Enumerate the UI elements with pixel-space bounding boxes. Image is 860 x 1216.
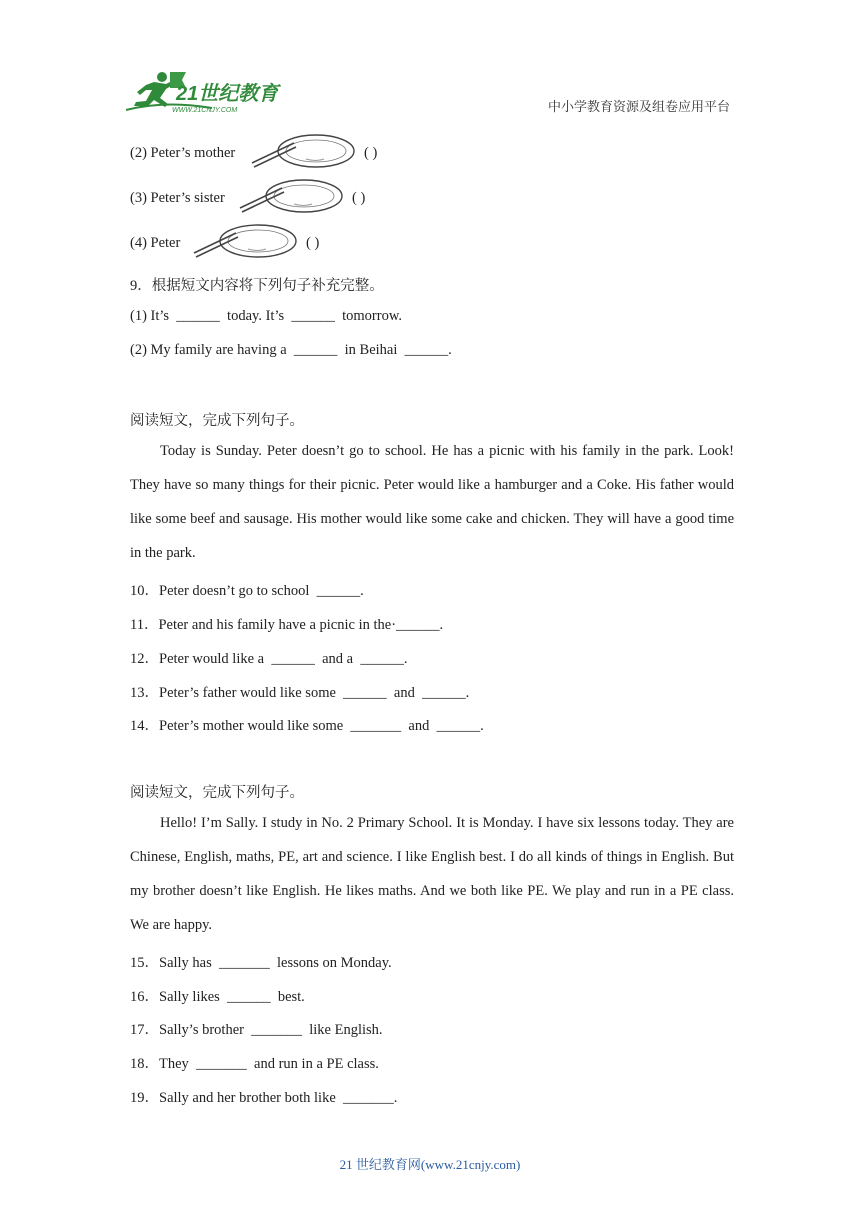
question-19: 19．Sally and her brother both like _______. [130,1090,398,1106]
q8-item-2-label: (2) Peter’s mother [130,145,236,161]
section2-passage-text: Today is Sunday. Peter doesn’t go to school. He has a picnic with his family in the park. Look! They have so many things for their picnic. Peter would like a hamburger and a Coke. His father would like some beef and sausage. His mother would like some cake and chicken. They will have a good time in the park. [130,443,734,561]
footer-link[interactable]: 21 世纪教育网(www.21cnjy.com) [339,1157,521,1172]
question-14: 14．Peter’s mother would like some _______ and ______. [130,718,484,734]
q8-item-4-label: (4) Peter [130,235,181,251]
section3-passage-text: Hello! I’m Sally. I study in No. 2 Primary School. It is Monday. I have six lessons today. They are Chinese, English, maths, PE, art and science. I like English best. I do all kinds of things in English. But my brother doesn’t like English. He likes maths. And we both like PE. We play and run in a PE class. We are happy. [130,815,734,933]
section2-instruction: 阅读短文，完成下列句子。 [130,413,304,429]
logo-text: 21世纪教育 [176,83,279,105]
question-15: 15．Sally has _______ lessons on Monday. [130,955,392,971]
plate-with-chopsticks-icon [192,221,300,261]
header-platform-text: 中小学教育资源及组卷应用平台 [548,99,731,114]
site-logo [124,70,294,114]
section3-instruction: 阅读短文，完成下列句子。 [130,785,304,801]
q8-item-3-label: (3) Peter’s sister [130,190,225,206]
q8-item-2-answer-bracket: ( ) [364,145,378,161]
question-18: 18．They _______ and run in a PE class. [130,1056,379,1072]
plate-with-chopsticks-icon [238,176,346,216]
question-11: 11．Peter and his family have a picnic in the·______. [130,617,444,633]
question-16: 16．Sally likes ______ best. [130,989,305,1005]
plate-with-chopsticks-icon [250,131,358,171]
section3-passage [130,806,734,942]
q9-title: 9．根据短文内容将下列句子补充完整。 [130,278,384,294]
q8-item-3-answer-bracket: ( ) [352,190,366,206]
question-10: 10．Peter doesn’t go to school ______. [130,583,364,599]
logo-url: WWW.21CNJY.COM [172,107,238,114]
section2-passage [130,434,734,570]
q9-line-2: (2) My family are having a ______ in Beihai ______. [130,342,452,358]
question-13: 13．Peter’s father would like some ______ and ______. [130,685,470,701]
q9-line-1: (1) It’s ______ today. It’s ______ tomorrow. [130,308,402,324]
q8-item-4-answer-bracket: ( ) [306,235,320,251]
question-17: 17．Sally’s brother _______ like English. [130,1022,383,1038]
question-12: 12．Peter would like a ______ and a ______. [130,651,408,667]
